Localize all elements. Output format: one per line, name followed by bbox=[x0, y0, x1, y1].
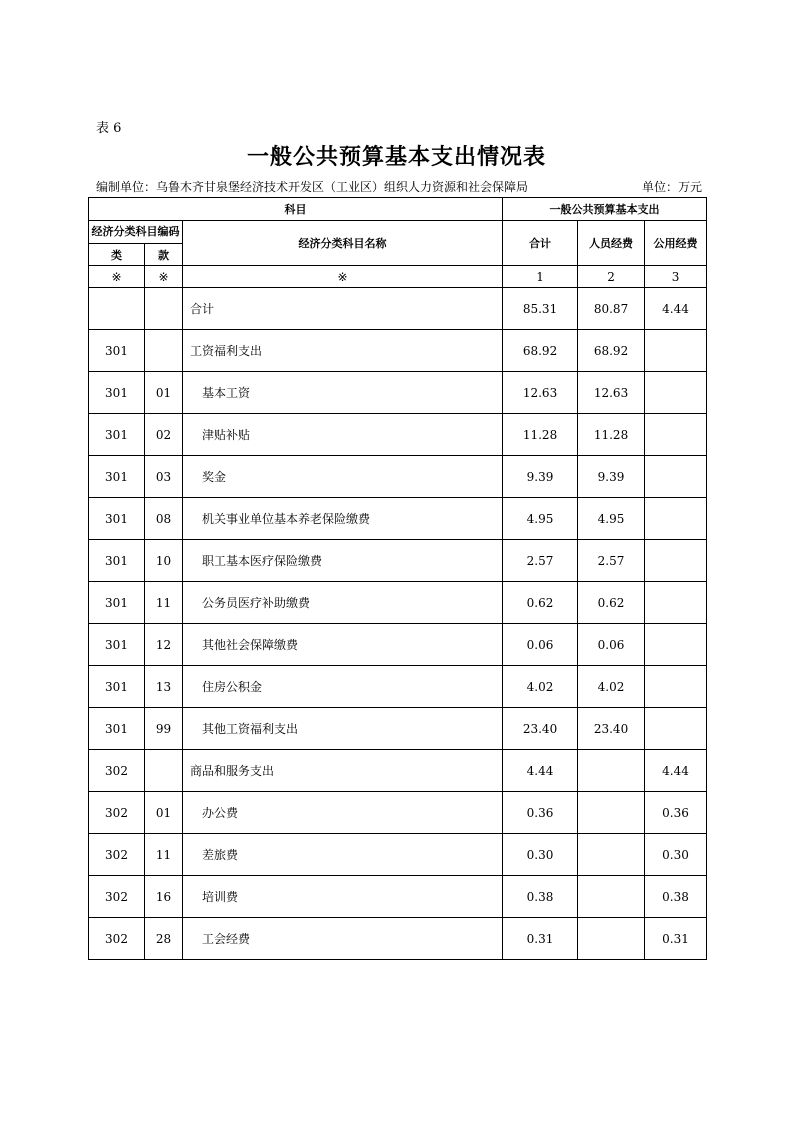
total-cell: 2.57 bbox=[503, 540, 578, 582]
header-name: 经济分类科目名称 bbox=[183, 221, 503, 266]
subject-name-cell: 津贴补贴 bbox=[183, 414, 503, 456]
personnel-cell bbox=[578, 792, 645, 834]
public-cell: 4.44 bbox=[645, 288, 707, 330]
header-total: 合计 bbox=[503, 221, 578, 266]
total-cell: 68.92 bbox=[503, 330, 578, 372]
total-cell: 0.30 bbox=[503, 834, 578, 876]
subject-name-cell: 商品和服务支出 bbox=[183, 750, 503, 792]
subject-name-cell: 基本工资 bbox=[183, 372, 503, 414]
public-cell: 0.31 bbox=[645, 918, 707, 960]
table-row bbox=[89, 498, 707, 540]
item-code-cell: 11 bbox=[145, 834, 183, 876]
total-cell: 0.06 bbox=[503, 624, 578, 666]
table-row bbox=[89, 918, 707, 960]
class-code-cell: 301 bbox=[89, 330, 145, 372]
class-code-cell bbox=[89, 288, 145, 330]
class-code-cell: 301 bbox=[89, 666, 145, 708]
item-code-cell: 10 bbox=[145, 540, 183, 582]
table-row bbox=[89, 876, 707, 918]
page-title: 一般公共预算基本支出情况表 bbox=[246, 145, 546, 170]
public-cell bbox=[645, 330, 707, 372]
item-code-cell: 12 bbox=[145, 624, 183, 666]
total-cell: 85.31 bbox=[503, 288, 578, 330]
header-personnel: 人员经费 bbox=[578, 221, 645, 266]
table-row bbox=[89, 288, 707, 330]
class-code-cell: 302 bbox=[89, 876, 145, 918]
public-cell bbox=[645, 666, 707, 708]
subject-name-cell: 合计 bbox=[183, 288, 503, 330]
symbol-cell: 2 bbox=[578, 266, 645, 288]
item-code-cell: 01 bbox=[145, 792, 183, 834]
personnel-cell bbox=[578, 750, 645, 792]
personnel-cell: 2.57 bbox=[578, 540, 645, 582]
public-cell: 0.30 bbox=[645, 834, 707, 876]
subject-name-cell: 机关事业单位基本养老保险缴费 bbox=[183, 498, 503, 540]
header-public: 公用经费 bbox=[645, 221, 707, 266]
class-code-cell: 301 bbox=[89, 414, 145, 456]
public-cell bbox=[645, 624, 707, 666]
personnel-cell: 12.63 bbox=[578, 372, 645, 414]
table-row bbox=[89, 330, 707, 372]
item-code-cell: 11 bbox=[145, 582, 183, 624]
total-cell: 11.28 bbox=[503, 414, 578, 456]
table-row bbox=[89, 708, 707, 750]
symbol-cell: 1 bbox=[503, 266, 578, 288]
table-row bbox=[89, 624, 707, 666]
item-code-cell: 08 bbox=[145, 498, 183, 540]
public-cell bbox=[645, 372, 707, 414]
public-cell bbox=[645, 498, 707, 540]
total-cell: 4.02 bbox=[503, 666, 578, 708]
public-cell: 0.36 bbox=[645, 792, 707, 834]
class-code-cell: 302 bbox=[89, 918, 145, 960]
table-row bbox=[89, 372, 707, 414]
class-code-cell: 302 bbox=[89, 834, 145, 876]
header-budget-group: 一般公共预算基本支出 bbox=[503, 198, 707, 221]
symbol-cell: ※ bbox=[89, 266, 145, 288]
total-cell: 4.44 bbox=[503, 750, 578, 792]
class-code-cell: 301 bbox=[89, 498, 145, 540]
personnel-cell: 11.28 bbox=[578, 414, 645, 456]
compiling-unit: 编制单位：乌鲁木齐甘泉堡经济技术开发区（工业区）组织人力资源和社会保障局 bbox=[96, 180, 529, 194]
public-cell bbox=[645, 414, 707, 456]
public-cell bbox=[645, 540, 707, 582]
class-code-cell: 302 bbox=[89, 750, 145, 792]
header-code: 经济分类科目编码 bbox=[89, 221, 183, 244]
subject-name-cell: 办公费 bbox=[183, 792, 503, 834]
total-cell: 0.38 bbox=[503, 876, 578, 918]
unit-line bbox=[96, 178, 702, 195]
personnel-cell: 4.95 bbox=[578, 498, 645, 540]
personnel-cell: 4.02 bbox=[578, 666, 645, 708]
total-cell: 12.63 bbox=[503, 372, 578, 414]
item-code-cell bbox=[145, 288, 183, 330]
personnel-cell bbox=[578, 876, 645, 918]
symbol-cell: ※ bbox=[145, 266, 183, 288]
class-code-cell: 301 bbox=[89, 624, 145, 666]
item-code-cell: 99 bbox=[145, 708, 183, 750]
subject-name-cell: 差旅费 bbox=[183, 834, 503, 876]
table-row bbox=[89, 666, 707, 708]
subject-name-cell: 公务员医疗补助缴费 bbox=[183, 582, 503, 624]
class-code-cell: 301 bbox=[89, 540, 145, 582]
item-code-cell: 16 bbox=[145, 876, 183, 918]
subject-name-cell: 工资福利支出 bbox=[183, 330, 503, 372]
subject-name-cell: 培训费 bbox=[183, 876, 503, 918]
total-cell: 0.36 bbox=[503, 792, 578, 834]
table-row bbox=[89, 414, 707, 456]
personnel-cell: 0.62 bbox=[578, 582, 645, 624]
personnel-cell: 9.39 bbox=[578, 456, 645, 498]
symbol-cell: ※ bbox=[183, 266, 503, 288]
table-row bbox=[89, 540, 707, 582]
budget-table bbox=[88, 197, 707, 960]
symbol-cell: 3 bbox=[645, 266, 707, 288]
public-cell bbox=[645, 456, 707, 498]
public-cell: 0.38 bbox=[645, 876, 707, 918]
total-cell: 0.31 bbox=[503, 918, 578, 960]
table-row bbox=[89, 456, 707, 498]
table-row bbox=[89, 834, 707, 876]
table-row bbox=[89, 582, 707, 624]
class-code-cell: 301 bbox=[89, 582, 145, 624]
table-number: 表 6 bbox=[96, 121, 122, 136]
subject-name-cell: 住房公积金 bbox=[183, 666, 503, 708]
personnel-cell bbox=[578, 834, 645, 876]
subject-name-cell: 其他社会保障缴费 bbox=[183, 624, 503, 666]
class-code-cell: 301 bbox=[89, 708, 145, 750]
personnel-cell: 23.40 bbox=[578, 708, 645, 750]
public-cell bbox=[645, 708, 707, 750]
subject-name-cell: 工会经费 bbox=[183, 918, 503, 960]
item-code-cell: 03 bbox=[145, 456, 183, 498]
total-cell: 4.95 bbox=[503, 498, 578, 540]
personnel-cell: 80.87 bbox=[578, 288, 645, 330]
currency-unit: 单位：万元 bbox=[641, 180, 702, 194]
class-code-cell: 301 bbox=[89, 372, 145, 414]
header-class: 类 bbox=[89, 244, 145, 266]
personnel-cell: 68.92 bbox=[578, 330, 645, 372]
public-cell bbox=[645, 582, 707, 624]
item-code-cell: 02 bbox=[145, 414, 183, 456]
header-item: 款 bbox=[145, 244, 183, 266]
total-cell: 0.62 bbox=[503, 582, 578, 624]
item-code-cell: 28 bbox=[145, 918, 183, 960]
total-cell: 9.39 bbox=[503, 456, 578, 498]
total-cell: 23.40 bbox=[503, 708, 578, 750]
personnel-cell bbox=[578, 918, 645, 960]
subject-name-cell: 其他工资福利支出 bbox=[183, 708, 503, 750]
subject-name-cell: 职工基本医疗保险缴费 bbox=[183, 540, 503, 582]
table-row bbox=[89, 792, 707, 834]
table-row bbox=[89, 750, 707, 792]
item-code-cell: 13 bbox=[145, 666, 183, 708]
public-cell: 4.44 bbox=[645, 750, 707, 792]
item-code-cell bbox=[145, 330, 183, 372]
item-code-cell: 01 bbox=[145, 372, 183, 414]
symbol-row bbox=[89, 266, 707, 288]
class-code-cell: 302 bbox=[89, 792, 145, 834]
header-subject: 科目 bbox=[89, 198, 503, 221]
subject-name-cell: 奖金 bbox=[183, 456, 503, 498]
personnel-cell: 0.06 bbox=[578, 624, 645, 666]
item-code-cell bbox=[145, 750, 183, 792]
class-code-cell: 301 bbox=[89, 456, 145, 498]
